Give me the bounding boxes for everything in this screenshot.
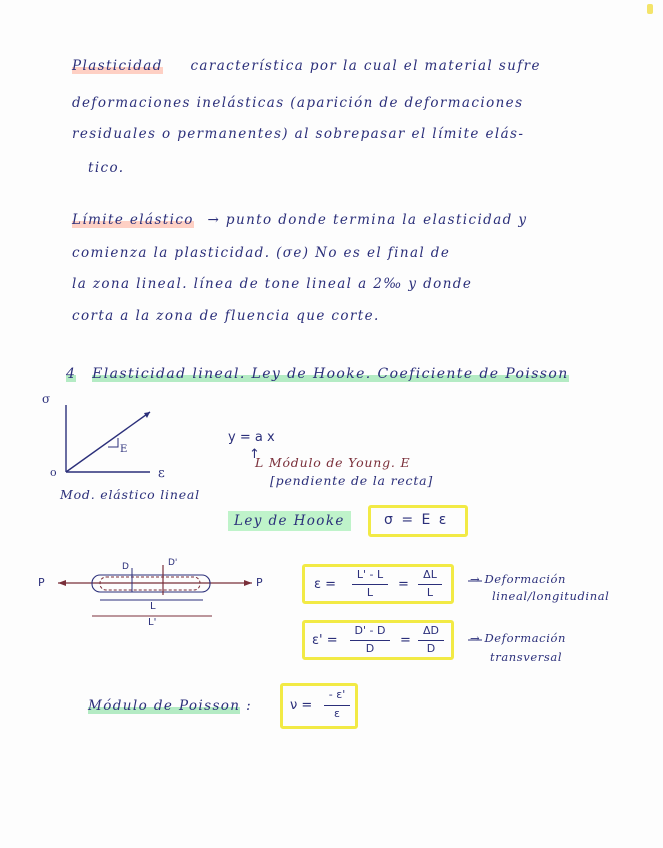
p2-line3: la zona lineal. línea de tone lineal a 2‰ y donde — [72, 276, 473, 292]
graph-slope-line — [66, 412, 150, 472]
bar-d-label: D — [122, 562, 129, 572]
graph-slope-label: E — [120, 444, 129, 455]
strain-trans-num2: ΔD — [423, 624, 439, 637]
poisson-num: - ε' — [328, 688, 346, 701]
graph-x-label: ε — [158, 466, 167, 481]
graph-caption: Mod. elástico lineal — [60, 487, 200, 502]
poisson-den: ε — [334, 707, 340, 720]
young-line1: L Módulo de Young. E — [255, 455, 411, 470]
young-equation: y = a x — [228, 430, 275, 445]
bar-arrow-right — [244, 580, 252, 586]
hooke-label-text: Ley de Hooke — [228, 511, 351, 531]
strain-trans-lhs: ε' = — [312, 633, 338, 648]
section-number: 4 — [66, 366, 77, 382]
strain-long-lhs: ε = — [314, 577, 337, 592]
graph-slope-triangle — [108, 438, 118, 447]
strain-long-eq: = — [398, 577, 409, 592]
strain-trans-den1: D — [365, 642, 375, 655]
strain-long-note1: → Deformación — [470, 572, 567, 586]
term-limite-elastico: Límite elástico — [72, 212, 194, 228]
graph-origin-label: o — [50, 466, 59, 479]
hooke-label — [228, 513, 351, 529]
bar-arrow-left — [58, 580, 66, 586]
graph-y-label: σ — [42, 392, 52, 406]
strain-long-num2: ΔL — [423, 568, 437, 581]
term-plasticidad: Plasticidad — [72, 58, 163, 74]
strain-long-note2: lineal/longitudinal — [492, 589, 610, 603]
p2-text1: → punto donde termina la elasticidad y — [207, 212, 528, 228]
strain-trans-note1: → Deformación — [470, 631, 567, 645]
p2-line2: comienza la plasticidad. (σe) No es el final de — [72, 245, 451, 261]
strain-long-num1: L' - L — [356, 568, 384, 581]
p1-line4: tico. — [88, 160, 125, 176]
strain-trans-den2: D — [426, 642, 436, 655]
hooke-formula: σ = E ε — [384, 512, 449, 528]
p1-text1: característica por la cual el material sufre — [190, 58, 541, 74]
p1-line3: residuales o permanentes) al sobrepasar el límite elás- — [72, 126, 525, 142]
bar-dprime-label: D' — [168, 558, 178, 568]
strain-trans-note2: transversal — [490, 650, 563, 664]
poisson-colon: : — [246, 698, 253, 714]
strain-trans-num1: D' - D — [354, 624, 386, 637]
bar-p-right: P — [256, 576, 263, 589]
strain-long-den2: L — [426, 586, 434, 599]
poisson-label-text: Módulo de Poisson — [88, 698, 241, 714]
young-line2: [pendiente de la recta] — [270, 473, 434, 488]
strain-trans-eq: = — [400, 633, 411, 648]
poisson-lhs: ν = — [290, 698, 313, 713]
bar-l-label: L — [150, 601, 156, 612]
strain-long-den1: L — [366, 586, 374, 599]
bar-p-left: P — [38, 576, 45, 589]
poisson-label — [88, 698, 252, 714]
p1-line2: deformaciones inelásticas (aparición de deformaciones — [72, 95, 524, 111]
bar-lprime-label: L' — [148, 617, 157, 628]
section-title: Elasticidad lineal. Ley de Hooke. Coeficiente de Poisson — [92, 366, 569, 382]
young-arrow: ↑ — [249, 447, 260, 462]
p2-line4: corta a la zona de fluencia que corte. — [72, 308, 380, 324]
